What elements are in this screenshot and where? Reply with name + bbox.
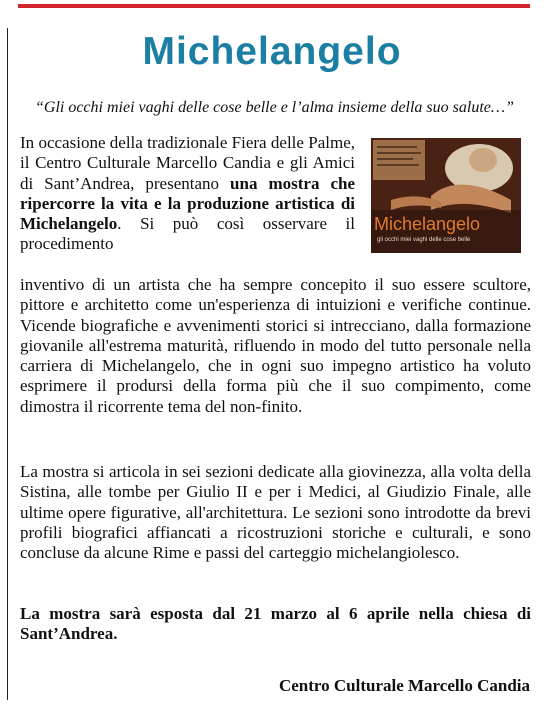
poster-caption: gli occhi miei vaghi delle cose belle — [377, 237, 471, 243]
body-paragraph-sections: La mostra si articola in sei sezioni dedicate alla giovinezza, alla volta della Sistina, alle tombe per Giulio II e per i Medici, al Giudizio Finale, alle ultime opere figurative, all'architettura. Le sezioni sono introdotte da brevi profili biografici affiancati a ricostruzioni storiche e culturali, e sono concluse da alcune Rime e passi del carteggio michelangiolesco. — [20, 462, 531, 563]
poster-title: Michelangelo — [374, 214, 481, 234]
intro-continuation: . Si può così osservare il procedimento — [20, 214, 355, 254]
body-paragraph-artist: inventivo di un artista che ha sempre concepito il suo essere scultore, pittore e architetto come un'esperienza di intuizioni e verifiche continue. Vicende biografiche e avvenimenti storici si intrecciano, dalla formazione giovanile all'estrema maturità, rifluendo in modo del tutto personale nella carriera di Michelangelo, che in ogni suo impegno artistico ha voluto esprimere il prodursi della forma più che il suo compimento, come dimostra il ricorrente tema del non-finito. — [20, 275, 531, 416]
intro-text: In occasione della tradizionale Fiera delle Palme, il Centro Culturale Marcello Candia e gli Amici di Sant’Andrea, presentano — [20, 133, 355, 193]
intro-highlight: una mostra che ripercorre la vita e la produzione artistica di Michelangelo — [20, 173, 355, 234]
left-column-rule — [7, 28, 8, 700]
intro-paragraph — [20, 133, 355, 255]
article-quote: “Gli occhi miei vaghi delle cose belle e l’alma insieme della suo salute…” — [34, 99, 514, 116]
signature: Centro Culturale Marcello Candia — [278, 676, 530, 695]
article-title: Michelangelo — [142, 30, 402, 73]
top-red-rule — [18, 4, 530, 8]
poster-artwork — [371, 138, 521, 253]
exhibition-dates: La mostra sarà esposta dal 21 marzo al 6 aprile nella chiesa di Sant’Andrea. — [20, 604, 531, 644]
exhibition-poster-image — [371, 138, 521, 253]
